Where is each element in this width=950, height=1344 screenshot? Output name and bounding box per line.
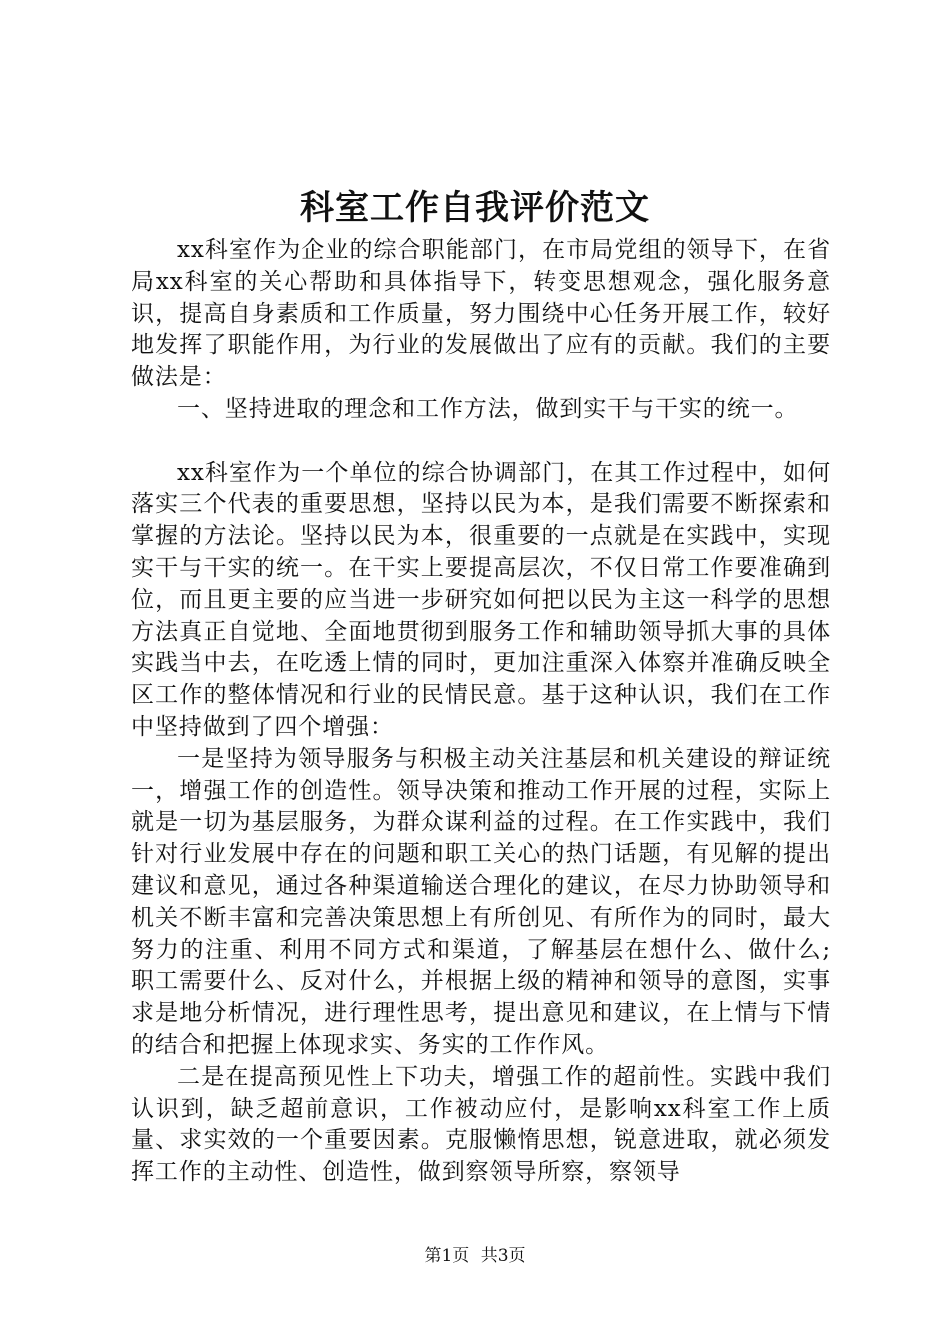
body-paragraph: 一是坚持为领导服务与积极主动关注基层和机关建设的辩证统一，增强工作的创造性。领导决策和推动工作开展的过程，实际上就是一切为基层服务，为群众谋利益的过程。在工作实践中，我们针对行业发展中存在的问题和职工关心的热门话题，有见解的提出建议和意见，通过各种渠道输送合理化的建议，在尽力协助领导和机关不断丰富和完善决策思想上有所创见、有所作为的同时，最大努力的注重、利用不同方式和渠道，了解基层在想什么、做什么;职工需要什么、反对什么，并根据上级的精神和领导的意图，实事求是地分析情况，进行理性思考，提出意见和建议，在上情与下情的结合和把握上体现求实、务实的工作作风。: [131, 745, 831, 1058]
section-heading: 一、坚持进取的理念和工作方法，做到实干与干实的统一。: [177, 395, 799, 422]
page-total: 共3页: [480, 1246, 526, 1266]
page-footer: [0, 1244, 950, 1268]
body-paragraph: 二是在提高预见性上下功夫，增强工作的超前性。实践中我们认识到，缺乏超前意识，工作被动应付，是影响xx科室工作上质量、求实效的一个重要因素。克服懒惰思想，锐意进取，就必须发挥工作的主动性、创造性，做到察领导所察，察领导: [131, 1063, 831, 1186]
paragraph-spacer: [131, 426, 831, 458]
document-title: 科室工作自我评价范文: [300, 188, 650, 228]
document-body: [131, 235, 831, 1189]
page-number: 第1页: [424, 1246, 470, 1266]
body-paragraph: xx科室作为一个单位的综合协调部门，在其工作过程中，如何落实三个代表的重要思想，坚持以民为本，是我们需要不断探索和掌握的方法论。坚持以民为本，很重要的一点就是在实践中，实现实干与干实的统一。在干实上要提高层次，不仅日常工作要准确到位，而且更主要的应当进一步研究如何把以民为主这一科学的思想方法真正自觉地、全面地贯彻到服务工作和辅助领导抓大事的具体实践当中去，在吃透上情的同时，更加注重深入体察并准确反映全区工作的整体情况和行业的民情民意。基于这种认识，我们在工作中坚持做到了四个增强：: [131, 459, 831, 740]
intro-paragraph: xx科室作为企业的综合职能部门，在市局党组的领导下，在省局xx科室的关心帮助和具体指导下，转变思想观念，强化服务意识，提高自身素质和工作质量，努力围绕中心任务开展工作，较好地发挥了职能作用，为行业的发展做出了应有的贡献。我们的主要做法是：: [131, 237, 831, 391]
